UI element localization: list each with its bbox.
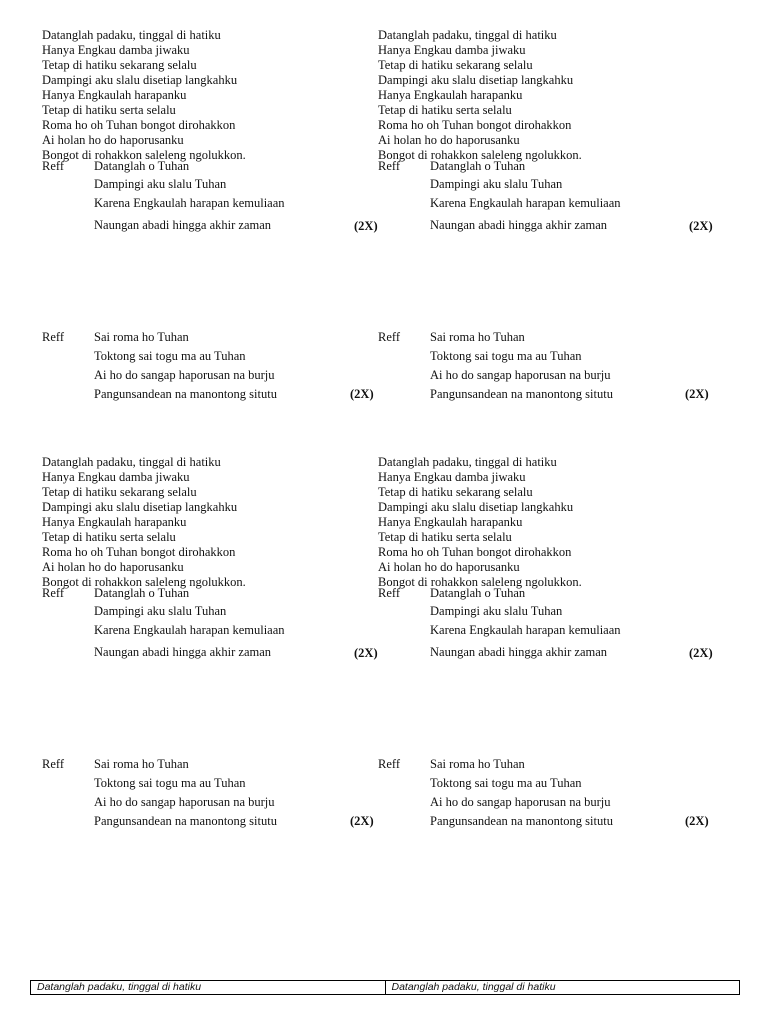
reff-label: Reff — [42, 159, 64, 173]
reff-line: Pangunsandean na manontong situtu — [430, 387, 613, 401]
verse-line: Dampingi aku slalu disetiap langkahku — [42, 73, 238, 87]
reff-label: Reff — [378, 586, 400, 600]
verse-line: Ai holan ho do haporusanku — [378, 133, 520, 147]
song-sheet-bottom-left — [42, 455, 378, 845]
reff-line: Toktong sai togu ma au Tuhan — [430, 349, 582, 363]
reff-line: Sai roma ho Tuhan — [94, 757, 189, 771]
repeat-mark: (2X) — [350, 814, 374, 828]
reff-line: Dampingi aku slalu Tuhan — [94, 604, 227, 618]
reff-line: Datanglah o Tuhan — [94, 159, 190, 173]
verse-line: Roma ho oh Tuhan bongot dirohakkon — [42, 545, 236, 559]
verse-line: Hanya Engkau damba jiwaku — [378, 470, 526, 484]
verse-line: Hanya Engkaulah harapanku — [378, 515, 523, 529]
reff-line: Toktong sai togu ma au Tuhan — [94, 776, 246, 790]
repeat-mark: (2X) — [354, 646, 378, 660]
repeat-mark: (2X) — [689, 646, 713, 660]
verse-line: Bongot di rohakkon saleleng ngolukkon. — [42, 575, 246, 589]
reff-label: Reff — [378, 159, 400, 173]
reff-label: Reff — [378, 757, 400, 771]
reff-line: Sai roma ho Tuhan — [430, 757, 525, 771]
verse-line: Hanya Engkau damba jiwaku — [378, 43, 526, 57]
verse-line: Hanya Engkaulah harapanku — [42, 515, 187, 529]
repeat-mark: (2X) — [689, 219, 713, 233]
verse-line: Datanglah padaku, tinggal di hatiku — [378, 28, 557, 42]
verse-line: Tetap di hatiku serta selalu — [42, 530, 176, 544]
verse-line: Hanya Engkaulah harapanku — [378, 88, 523, 102]
verse-line: Bongot di rohakkon saleleng ngolukkon. — [378, 575, 582, 589]
verse-line: Tetap di hatiku sekarang selalu — [42, 58, 197, 72]
reff-line: Naungan abadi hingga akhir zaman — [94, 218, 272, 232]
footer-table — [30, 980, 740, 995]
verse-line: Datanglah padaku, tinggal di hatiku — [378, 455, 557, 469]
reff-line: Ai ho do sangap haporusan na burju — [94, 368, 275, 382]
repeat-mark: (2X) — [685, 814, 709, 828]
reff-line: Karena Engkaulah harapan kemuliaan — [430, 623, 621, 637]
verse-line: Dampingi aku slalu disetiap langkahku — [378, 500, 574, 514]
song-sheet-top-right — [378, 28, 713, 418]
reff-line: Datanglah o Tuhan — [430, 586, 526, 600]
verse-line: Datanglah padaku, tinggal di hatiku — [42, 455, 221, 469]
verse-line: Roma ho oh Tuhan bongot dirohakkon — [42, 118, 236, 132]
reff-line: Datanglah o Tuhan — [94, 586, 190, 600]
repeat-mark: (2X) — [350, 387, 374, 401]
reff-label: Reff — [42, 757, 64, 771]
song-sheet-bottom-right — [378, 455, 713, 845]
verse-line: Tetap di hatiku serta selalu — [378, 530, 512, 544]
verse-line: Roma ho oh Tuhan bongot dirohakkon — [378, 545, 572, 559]
reff-line: Sai roma ho Tuhan — [430, 330, 525, 344]
reff-line: Karena Engkaulah harapan kemuliaan — [94, 623, 285, 637]
repeat-mark: (2X) — [685, 387, 709, 401]
verse-line: Dampingi aku slalu disetiap langkahku — [42, 500, 238, 514]
reff-line: Karena Engkaulah harapan kemuliaan — [94, 196, 285, 210]
reff-line: Ai ho do sangap haporusan na burju — [430, 368, 611, 382]
verse-line: Tetap di hatiku serta selalu — [378, 103, 512, 117]
reff-line: Dampingi aku slalu Tuhan — [94, 177, 227, 191]
verse-line: Bongot di rohakkon saleleng ngolukkon. — [42, 148, 246, 162]
reff-label: Reff — [42, 330, 64, 344]
reff-line: Dampingi aku slalu Tuhan — [430, 604, 563, 618]
verse-line: Hanya Engkau damba jiwaku — [42, 43, 190, 57]
verse-line: Roma ho oh Tuhan bongot dirohakkon — [378, 118, 572, 132]
footer-cell-right: Datanglah padaku, tinggal di hatiku — [385, 981, 740, 994]
reff-line: Naungan abadi hingga akhir zaman — [94, 645, 272, 659]
verse-line: Tetap di hatiku sekarang selalu — [378, 485, 533, 499]
verse-line: Datanglah padaku, tinggal di hatiku — [42, 28, 221, 42]
verse-line: Ai holan ho do haporusanku — [42, 560, 184, 574]
reff-label: Reff — [378, 330, 400, 344]
reff-line: Dampingi aku slalu Tuhan — [430, 177, 563, 191]
verse-line: Tetap di hatiku sekarang selalu — [42, 485, 197, 499]
verse-line: Dampingi aku slalu disetiap langkahku — [378, 73, 574, 87]
verse-line: Hanya Engkau damba jiwaku — [42, 470, 190, 484]
reff-line: Pangunsandean na manontong situtu — [430, 814, 613, 828]
reff-line: Datanglah o Tuhan — [430, 159, 526, 173]
reff-line: Sai roma ho Tuhan — [94, 330, 189, 344]
verse-line: Ai holan ho do haporusanku — [42, 133, 184, 147]
reff-line: Karena Engkaulah harapan kemuliaan — [430, 196, 621, 210]
verse-line: Tetap di hatiku sekarang selalu — [378, 58, 533, 72]
verse-line: Hanya Engkaulah harapanku — [42, 88, 187, 102]
reff-line: Pangunsandean na manontong situtu — [94, 814, 277, 828]
reff-line: Ai ho do sangap haporusan na burju — [430, 795, 611, 809]
reff-line: Pangunsandean na manontong situtu — [94, 387, 277, 401]
reff-line: Naungan abadi hingga akhir zaman — [430, 645, 608, 659]
reff-line: Toktong sai togu ma au Tuhan — [430, 776, 582, 790]
song-sheet-top-left — [42, 28, 378, 418]
verse-line: Bongot di rohakkon saleleng ngolukkon. — [378, 148, 582, 162]
footer-cell-left: Datanglah padaku, tinggal di hatiku — [37, 981, 202, 993]
verse-line: Tetap di hatiku serta selalu — [42, 103, 176, 117]
reff-line: Toktong sai togu ma au Tuhan — [94, 349, 246, 363]
reff-line: Ai ho do sangap haporusan na burju — [94, 795, 275, 809]
reff-line: Naungan abadi hingga akhir zaman — [430, 218, 608, 232]
reff-label: Reff — [42, 586, 64, 600]
repeat-mark: (2X) — [354, 219, 378, 233]
verse-line: Ai holan ho do haporusanku — [378, 560, 520, 574]
